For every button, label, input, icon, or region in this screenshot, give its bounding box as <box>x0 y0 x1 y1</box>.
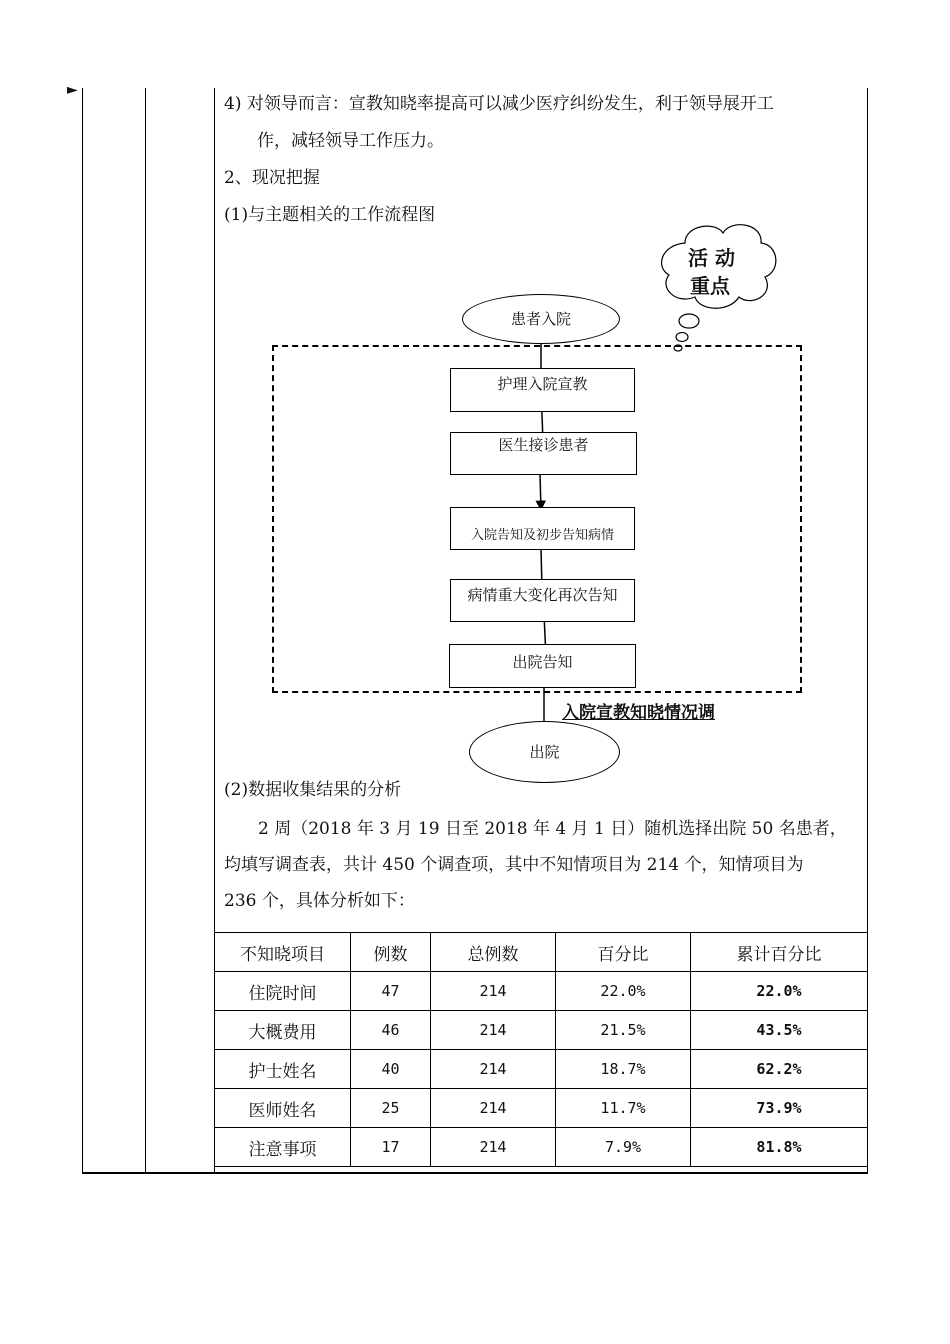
cell-count: 25 <box>351 1089 431 1128</box>
flow-step-4-label: 病情重大变化再次告知 <box>467 586 618 604</box>
flow-step-5 <box>449 644 636 688</box>
cell-percent: 18.7% <box>556 1050 691 1089</box>
item4-line1: 4) 对领导而言：宣教知晓率提高可以减少医疗纠纷发生，利于领导展开工 <box>224 94 774 114</box>
flowchart-caption: (1)与主题相关的工作流程图 <box>224 205 436 225</box>
cell-total: 214 <box>431 972 556 1011</box>
flow-end <box>469 721 620 783</box>
cell-cumulative: 22.0% <box>691 972 868 1011</box>
cell-count: 40 <box>351 1050 431 1089</box>
cell-count: 17 <box>351 1128 431 1167</box>
cell-cumulative: 62.2% <box>691 1050 868 1089</box>
cell-item: 大概费用 <box>215 1011 351 1050</box>
header-total: 总例数 <box>431 933 556 972</box>
cell-total: 214 <box>431 1089 556 1128</box>
table-row <box>215 1128 868 1167</box>
cloud-line1: 活 动 <box>688 246 735 270</box>
flow-step-3-label: 入院告知及初步告知病情 <box>470 528 614 543</box>
flow-step-2 <box>450 432 637 475</box>
flow-end-label: 出院 <box>529 743 560 761</box>
table-row <box>215 1011 868 1050</box>
analysis-para-line1: 2 周（2018 年 3 月 19 日至 2018 年 4 月 1 日）随机选择出院 50 名患者， <box>258 819 847 839</box>
flow-step-1 <box>450 368 635 412</box>
flow-step-3 <box>450 507 635 550</box>
arrow-3 <box>540 474 541 510</box>
cell-count: 46 <box>351 1011 431 1050</box>
cell-percent: 11.7% <box>556 1089 691 1128</box>
table-row <box>215 1050 868 1089</box>
table-row <box>215 972 868 1011</box>
flow-step-1-label: 护理入院宣教 <box>497 375 588 393</box>
cell-item: 住院时间 <box>215 972 351 1011</box>
header-percent: 百分比 <box>556 933 691 972</box>
flow-step-5-label: 出院告知 <box>512 653 573 671</box>
flow-step-4 <box>450 579 635 622</box>
table-header-row <box>215 933 868 972</box>
bullet-marker: ► <box>67 82 78 98</box>
survey-label: 入院宣教知晓情况调 <box>562 703 715 723</box>
analysis-para-line2: 均填写调查表，共计 450 个调查项，其中不知情项目为 214 个，知情项目为 <box>224 855 804 875</box>
cell-count: 47 <box>351 972 431 1011</box>
table-row <box>215 1089 868 1128</box>
flow-step-2-label: 医生接诊患者 <box>498 436 589 454</box>
section2-heading: 2、现况把握 <box>224 168 320 188</box>
flow-start-label: 患者入院 <box>510 310 571 328</box>
frame-bottom-line <box>82 1172 868 1174</box>
cell-item: 医师姓名 <box>215 1089 351 1128</box>
cell-percent: 7.9% <box>556 1128 691 1167</box>
header-item: 不知晓项目 <box>215 933 351 972</box>
cell-percent: 22.0% <box>556 972 691 1011</box>
flow-start <box>462 294 620 344</box>
cell-item: 注意事项 <box>215 1128 351 1167</box>
item4-line2: 作，减轻领导工作压力。 <box>257 131 444 151</box>
cell-total: 214 <box>431 1050 556 1089</box>
analysis-caption: (2)数据收集结果的分析 <box>224 780 402 800</box>
cell-cumulative: 43.5% <box>691 1011 868 1050</box>
header-count: 例数 <box>351 933 431 972</box>
cell-total: 214 <box>431 1128 556 1167</box>
cloud-line2: 重点 <box>690 274 730 298</box>
unawareness-table <box>214 932 868 1167</box>
header-cumulative: 累计百分比 <box>691 933 868 972</box>
cell-item: 护士姓名 <box>215 1050 351 1089</box>
cell-cumulative: 81.8% <box>691 1128 868 1167</box>
cell-percent: 21.5% <box>556 1011 691 1050</box>
cell-total: 214 <box>431 1011 556 1050</box>
cell-cumulative: 73.9% <box>691 1089 868 1128</box>
analysis-para-line3: 236 个，具体分析如下： <box>224 891 415 911</box>
